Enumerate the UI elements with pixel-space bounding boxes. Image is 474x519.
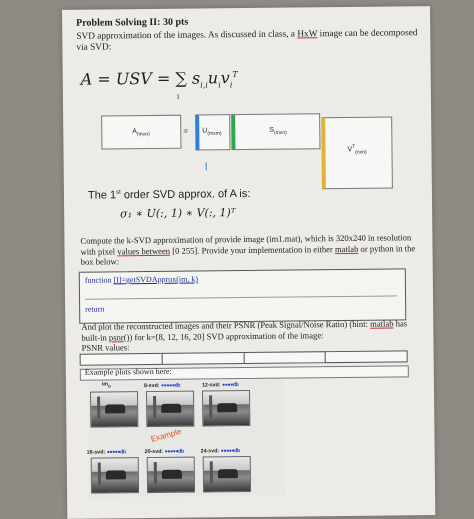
problem-intro	[76, 28, 421, 54]
psnr-values-row	[80, 350, 407, 365]
intro-rest: image can be decomposed via SVD:	[76, 28, 418, 53]
task-line-1: Compute the k-SVD approximation of provide image (im1.mat), which is 320x240 in resolution	[80, 232, 412, 246]
examples-label: Example plots shown here:	[84, 366, 172, 377]
example-image	[91, 457, 139, 494]
equals-sign: =	[183, 126, 189, 136]
thumb-label: 12-svd: ●●●●db	[201, 382, 239, 389]
example-thumbnails	[88, 380, 285, 498]
formula-u-sub: i	[218, 80, 221, 90]
task-line-3: box below:	[80, 256, 120, 267]
function-signature: function [I]=getSVDApprox(im, k)	[84, 274, 199, 285]
matrix-u-box	[195, 114, 230, 150]
psnr-cell[interactable]	[325, 350, 408, 363]
example-image	[147, 457, 195, 494]
matrix-u-label: $U_{(mxm)}$	[202, 127, 222, 137]
code-divider	[85, 295, 397, 299]
thumb-label: 24-svd: ●●●●●db	[200, 448, 240, 455]
matrix-a-box	[101, 115, 181, 150]
intro-hxw: HxW	[297, 29, 318, 40]
first-order-equation: σ₁ ∗ U(:, 1) ∗ V(:, 1)ᵀ	[120, 206, 236, 221]
formula-v-sub: i	[229, 80, 233, 90]
psnr-cell[interactable]	[243, 351, 326, 364]
thumb-label: 8-svd: ●●●●●db	[143, 382, 181, 390]
formula-main: A = USV = ∑ s	[80, 68, 201, 89]
intro-text: SVD approximation of the images. As discussed in class, a	[76, 29, 298, 42]
psnr-cell[interactable]	[161, 352, 244, 365]
example-tag: Example	[149, 426, 183, 444]
u-column-marker	[206, 162, 207, 170]
formula-v-sup: T	[232, 69, 238, 79]
psnr-line-3: PSNR values:	[81, 342, 130, 353]
example-image	[202, 390, 250, 427]
matrix-s-box	[231, 113, 320, 150]
psnr-instructions	[81, 318, 416, 353]
example-image	[90, 391, 138, 428]
svd-formula	[80, 68, 238, 101]
task-line-2: with pixel values between [0 255]. Provide your implementation in either matlab or python in the	[80, 242, 416, 257]
example-image	[203, 456, 251, 493]
worksheet-page	[62, 6, 435, 519]
sum-subscript: i	[176, 92, 180, 101]
task-description	[80, 232, 420, 267]
thumb-label: 16-svd: ●●●●●db	[86, 449, 126, 456]
psnr-line-1: And plot the reconstructed images and their PSNR (Peak Signal/Noise Ratio) (hint: matlab has	[81, 318, 408, 332]
matrix-v-label: $V^T_{(nxn)}$	[347, 143, 367, 156]
psnr-line-2: built-in psnr()) for k=[8, 12, 16, 20] SVD approximation of the image:	[81, 329, 324, 343]
psnr-cell[interactable]	[80, 353, 163, 366]
first-order-heading: The 1st order SVD approx. of A is:	[87, 187, 251, 202]
example-image	[146, 391, 194, 428]
thumb-label: 20-svd: ●●●●●db	[144, 448, 184, 456]
return-keyword: return	[85, 304, 105, 314]
matrix-v-box	[321, 116, 393, 189]
formula-u: u	[207, 68, 219, 88]
matrix-a-label: $A_{(mxn)}$	[132, 128, 150, 138]
formula-v: v	[220, 68, 230, 88]
code-answer-box[interactable]	[79, 268, 407, 323]
matrix-s-label: $S_{(mxn)}$	[269, 126, 287, 137]
problem-title: Problem Solving II: 30 pts	[76, 16, 189, 29]
thumb-label: $im_o$	[101, 381, 111, 389]
formula-sub-ii: i,i	[200, 80, 208, 90]
